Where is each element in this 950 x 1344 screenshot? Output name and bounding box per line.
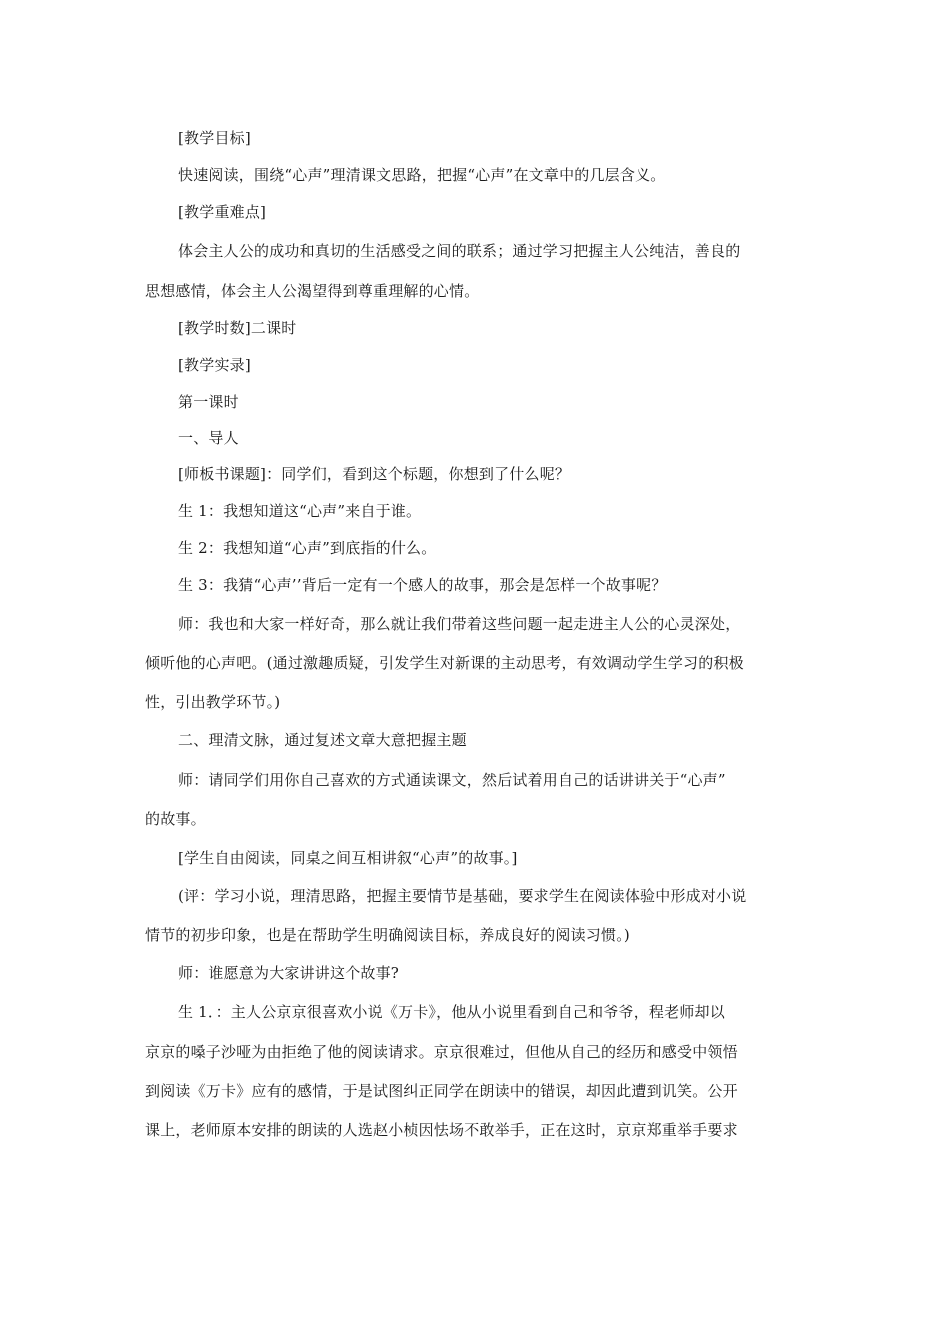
paragraph-line: 体会主人公的成功和真切的生活感受之间的联系；通过学习把握主人公纯洁，善良的: [178, 242, 741, 260]
paragraph-line: 快速阅读，围绕“心声”理清课文思路，把握“心声”在文章中的几层含义。: [178, 166, 666, 184]
paragraph-line: 性，引出教学环节。): [145, 693, 281, 711]
section-first-lesson: 第一课时: [178, 393, 239, 411]
heading-class-hours: [教学时数]二课时: [178, 319, 297, 337]
paragraph-line: 生 3：我猜“心声’’背后一定有一个感人的故事，那会是怎样一个故事呢？: [178, 576, 667, 594]
paragraph-line: 到阅读《万卡》应有的感情，于是试图纠正同学在朗读中的错误，却因此遭到讥笑。公开: [145, 1082, 738, 1100]
section-heading: 二、理清文脉，通过复述文章大意把握主题: [178, 731, 467, 749]
paragraph-line: (评：学习小说，理清思路，把握主要情节是基础，要求学生在阅读体验中形成对小说: [178, 887, 747, 905]
paragraph-line: 师：谁愿意为大家讲讲这个故事?: [178, 964, 400, 982]
heading-teaching-record: [教学实录]: [178, 356, 251, 374]
paragraph-line: 生 1：我想知道这“心声”来自于谁。: [178, 502, 422, 520]
paragraph-line: 倾听他的心声吧。(通过激趣质疑，引发学生对新课的主动思考，有效调动学生学习的积极: [145, 654, 744, 672]
paragraph-line: 课上，老师原本安排的朗读的人选赵小桢因怯场不敢举手，正在这时，京京郑重举手要求: [145, 1121, 738, 1139]
paragraph-line: 京京的嗓子沙哑为由拒绝了他的阅读请求。京京很难过，但他从自己的经历和感受中领悟: [145, 1043, 738, 1061]
paragraph-line: 生 2：我想知道“心声”到底指的什么。: [178, 539, 437, 557]
paragraph-line: [师板书课题]：同学们，看到这个标题，你想到了什么呢？: [178, 465, 571, 483]
paragraph-line: 师：请同学们用你自己喜欢的方式通读课文，然后试着用自己的话讲讲关于“心声”: [178, 771, 726, 789]
section-introduction: 一、导人: [178, 429, 239, 447]
paragraph-line: 师：我也和大家一样好奇，那么就让我们带着这些问题一起走进主人公的心灵深处，: [178, 615, 741, 633]
heading-teaching-goals: [教学目标]: [178, 129, 251, 147]
paragraph-line: 生 1．：主人公京京很喜欢小说《万卡》，他从小说里看到自己和爷爷，程老师却以: [178, 1003, 725, 1021]
paragraph-line: 情节的初步印象，也是在帮助学生明确阅读目标，养成良好的阅读习惯。): [145, 926, 630, 944]
heading-key-points: [教学重难点]: [178, 203, 267, 221]
paragraph-line: 的故事。: [145, 810, 206, 828]
paragraph-line: [学生自由阅读，同桌之间互相讲叙“心声”的故事。]: [178, 849, 518, 867]
paragraph-line: 思想感情，体会主人公渴望得到尊重理解的心情。: [145, 282, 480, 300]
